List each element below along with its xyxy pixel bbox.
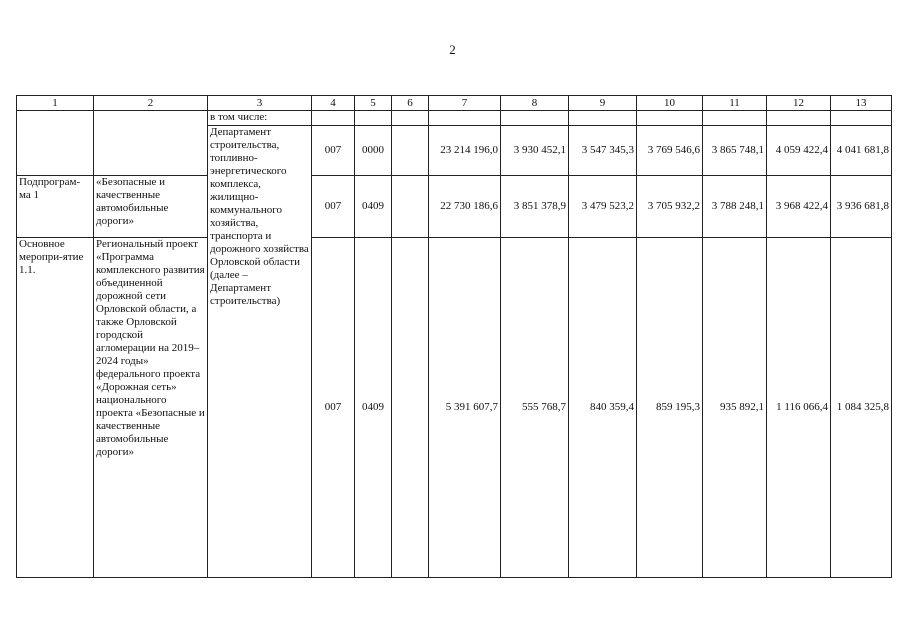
header-cell: 2	[94, 96, 208, 111]
blank-cell	[501, 111, 569, 126]
header-cell: 9	[569, 96, 637, 111]
gr-code: 007	[312, 126, 355, 176]
blank-cell	[569, 111, 637, 126]
col6-cell	[392, 238, 429, 578]
header-cell: 6	[392, 96, 429, 111]
row2-col1: Основное меропри-ятие 1.1.	[17, 238, 94, 578]
budget-table	[16, 95, 892, 578]
blank-cell	[831, 111, 892, 126]
row0-col2	[94, 111, 208, 176]
value-cell: 555 768,7	[501, 238, 569, 578]
gr-code: 007	[312, 238, 355, 578]
value-cell: 3 479 523,2	[569, 176, 637, 238]
value-cell: 22 730 186,6	[429, 176, 501, 238]
blank-cell	[767, 111, 831, 126]
including-row	[17, 111, 892, 126]
col6-cell	[392, 176, 429, 238]
section-code: 0409	[355, 176, 392, 238]
value-cell: 3 930 452,1	[501, 126, 569, 176]
value-cell: 3 865 748,1	[703, 126, 767, 176]
value-cell: 4 041 681,8	[831, 126, 892, 176]
value-cell: 23 214 196,0	[429, 126, 501, 176]
value-cell: 1 116 066,4	[767, 238, 831, 578]
blank-cell	[429, 111, 501, 126]
page-number: 2	[449, 42, 456, 57]
header-cell: 7	[429, 96, 501, 111]
value-cell: 3 705 932,2	[637, 176, 703, 238]
section-code: 0000	[355, 126, 392, 176]
value-cell: 3 769 546,6	[637, 126, 703, 176]
header-cell: 11	[703, 96, 767, 111]
header-cell: 10	[637, 96, 703, 111]
header-row	[17, 96, 892, 111]
blank-cell	[312, 111, 355, 126]
header-cell: 13	[831, 96, 892, 111]
table-row	[17, 176, 892, 238]
value-cell: 840 359,4	[569, 238, 637, 578]
including-label: в том числе:	[208, 111, 312, 126]
executor-cell: Департамент строительства, топливно-энергетического комплекса, жилищно-коммунального хозяйства, транспорта и дорожного хозяйства Орловской области (далее – Департамент строительства)	[208, 126, 312, 578]
value-cell: 5 391 607,7	[429, 238, 501, 578]
row2-col2: Региональный проект «Программа комплексного развития объединенной дорожной сети Орловской области, а также Орловской городской агломерации на 2019–2024 годы» федерального проекта «Дорожная сеть» национального проекта «Безопасные и качественные автомобильные дороги»	[94, 238, 208, 578]
header-cell: 1	[17, 96, 94, 111]
blank-cell	[703, 111, 767, 126]
value-cell: 3 547 345,3	[569, 126, 637, 176]
value-cell: 3 968 422,4	[767, 176, 831, 238]
header-cell: 12	[767, 96, 831, 111]
row0-col1	[17, 111, 94, 176]
blank-cell	[355, 111, 392, 126]
row1-col2: «Безопасные и качественные автомобильные дороги»	[94, 176, 208, 238]
value-cell: 935 892,1	[703, 238, 767, 578]
section-code: 0409	[355, 238, 392, 578]
value-cell: 3 936 681,8	[831, 176, 892, 238]
row1-col1: Подпрограм-ма 1	[17, 176, 94, 238]
header-cell: 3	[208, 96, 312, 111]
col6-cell	[392, 126, 429, 176]
value-cell: 4 059 422,4	[767, 126, 831, 176]
header-cell: 8	[501, 96, 569, 111]
header-cell: 4	[312, 96, 355, 111]
gr-code: 007	[312, 176, 355, 238]
blank-cell	[637, 111, 703, 126]
table-row	[17, 238, 892, 578]
blank-cell	[392, 111, 429, 126]
value-cell: 3 788 248,1	[703, 176, 767, 238]
value-cell: 1 084 325,8	[831, 238, 892, 578]
value-cell: 3 851 378,9	[501, 176, 569, 238]
header-cell: 5	[355, 96, 392, 111]
value-cell: 859 195,3	[637, 238, 703, 578]
